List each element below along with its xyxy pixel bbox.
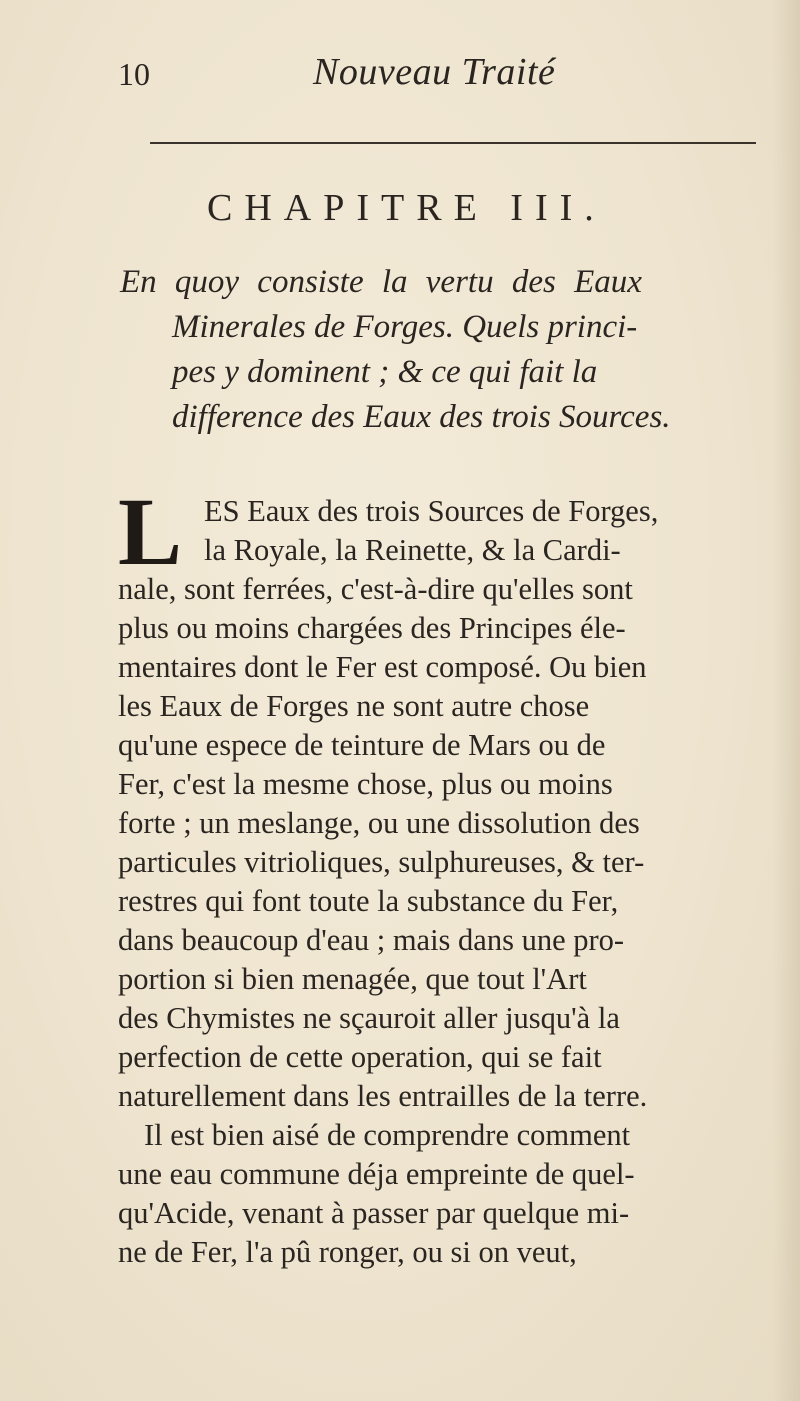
text-line: une eau commune déja empreinte de quel- [118,1157,635,1191]
text-line: dans beaucoup d'eau ; mais dans une pro- [118,923,625,957]
text-line: les Eaux de Forges ne sont autre chose [118,689,590,723]
body-paragraphs [118,478,768,1272]
text-line: plus ou moins chargées des Principes éle- [118,611,626,645]
text-line: la Royale, la Reinette, & la Cardi- [204,533,621,567]
text-line: forte ; un meslange, ou une dissolution des [118,806,640,840]
text-line: Il est bien aisé de comprendre comment [144,1118,631,1152]
subtitle-line: pes y dominent ; & ce qui fait la [172,354,598,390]
running-header [118,50,758,100]
text-line: Fer, c'est la mesme chose, plus ou moins [118,767,613,801]
page-number: 10 [118,56,150,92]
text-line: ne de Fer, l'a pû ronger, ou si on veut, [118,1235,577,1269]
text-line: ES Eaux des trois Sources de Forges, [204,494,659,528]
text-line: particules vitrioliques, sulphureuses, & ter- [118,845,645,879]
drop-cap: L [118,478,183,585]
chapter-subtitle [120,260,770,440]
text-line: portion si bien menagée, que tout l'Art [118,962,587,996]
page-edge-shadow [772,0,800,1401]
text-line: naturellement dans les entrailles de la terre. [118,1079,648,1113]
subtitle-line: difference des Eaux des trois Sources. [172,399,671,435]
subtitle-line: En quoy consiste la vertu des Eaux [120,264,642,300]
text-line: qu'Acide, venant à passer par quelque mi- [118,1196,630,1230]
text-line: nale, sont ferrées, c'est-à-dire qu'elles sont [118,572,633,606]
subtitle-line: Minerales de Forges. Quels princi- [172,309,638,345]
text-line: mentaires dont le Fer est composé. Ou bien [118,650,647,684]
text-line: qu'une espece de teinture de Mars ou de [118,728,606,762]
header-rule [150,142,756,144]
chapter-heading: CHAPITRE III. [207,187,606,229]
text-line: restres qui font toute la substance du Fer, [118,884,619,918]
text-line: perfection de cette operation, qui se fait [118,1040,602,1074]
running-title: Nouveau Traité [313,51,556,93]
text-line: des Chymistes ne sçauroit aller jusqu'à la [118,1001,620,1035]
